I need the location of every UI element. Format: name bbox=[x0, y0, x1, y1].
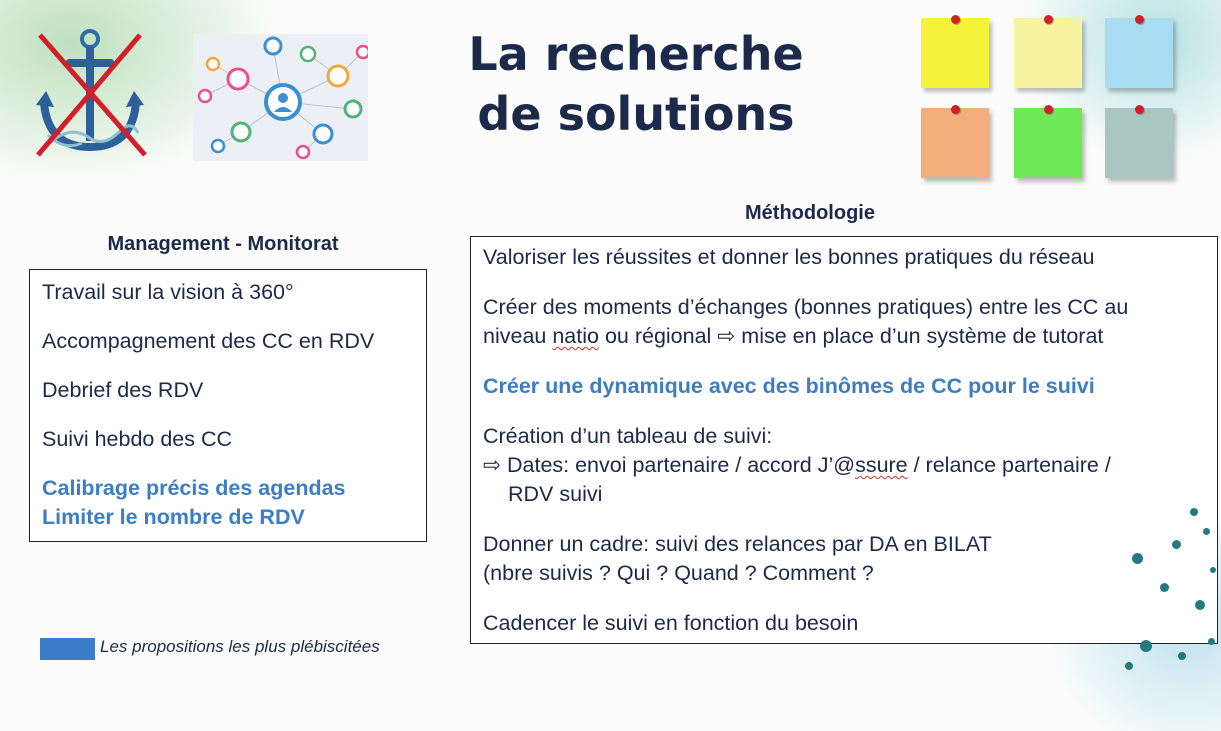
right-item-4-line-2: ⇨ Dates: envoi partenaire / accord J’@ssure / relance partenaire / bbox=[483, 453, 1111, 477]
sticky-note-blue bbox=[1105, 18, 1173, 88]
pin-icon bbox=[1135, 105, 1144, 114]
management-box bbox=[29, 269, 427, 542]
sticky-note-yellow bbox=[921, 18, 989, 88]
left-heading: Management - Monitorat bbox=[107, 233, 339, 255]
sticky-note-pale-yellow bbox=[1014, 18, 1082, 88]
pin-icon bbox=[951, 15, 960, 24]
sticky-notes-image bbox=[915, 10, 1185, 185]
decorative-dot bbox=[1210, 567, 1216, 573]
sticky-note-grey bbox=[1105, 108, 1173, 178]
pin-icon bbox=[951, 105, 960, 114]
right-item-2-line-2: niveau natio ou régional ⇨ mise en place d’un système de tutorat bbox=[483, 324, 1104, 348]
legend-text: Les propositions les plus plébiscitées bbox=[100, 637, 380, 656]
right-heading: Méthodologie bbox=[745, 202, 875, 224]
sticky-note-orange bbox=[921, 108, 989, 178]
spellcheck-underlined-word: natio bbox=[552, 324, 599, 348]
decorative-dot bbox=[1195, 600, 1205, 610]
left-highlight-item: Calibrage précis des agendas bbox=[42, 476, 346, 500]
decorative-dot bbox=[1203, 528, 1210, 535]
right-item-6: Cadencer le suivi en fonction du besoin bbox=[483, 611, 859, 635]
decorative-dot bbox=[1132, 553, 1143, 564]
left-item: Suivi hebdo des CC bbox=[42, 427, 233, 451]
decorative-dot bbox=[1172, 540, 1181, 549]
title-line-1: La recherche bbox=[468, 27, 804, 81]
sticky-note-green bbox=[1014, 108, 1082, 178]
decorative-dot bbox=[1178, 652, 1186, 660]
title-line-2: de solutions bbox=[477, 87, 795, 141]
right-item-5-line-1: Donner un cadre: suivi des relances par DA en BILAT bbox=[483, 532, 992, 556]
page-title bbox=[440, 24, 832, 144]
right-highlight-item: Créer une dynamique avec des binômes de CC pour le suivi bbox=[483, 374, 1095, 398]
pin-icon bbox=[1135, 15, 1144, 24]
decorative-dot bbox=[1140, 640, 1152, 652]
right-item-4-line-1: Création d’un tableau de suivi: bbox=[483, 424, 773, 448]
decorative-dot bbox=[1160, 583, 1169, 592]
decorative-dot bbox=[1125, 662, 1133, 670]
left-item: Travail sur la vision à 360° bbox=[42, 280, 294, 304]
pin-icon bbox=[1044, 15, 1053, 24]
people-network-icon bbox=[193, 34, 368, 161]
pin-icon bbox=[1044, 105, 1053, 114]
right-item-4-line-3: RDV suivi bbox=[508, 482, 603, 506]
left-item: Debrief des RDV bbox=[42, 378, 204, 402]
spellcheck-underlined-word: ssure bbox=[855, 453, 908, 477]
decorative-dot bbox=[1208, 638, 1215, 645]
left-item: Accompagnement des CC en RDV bbox=[42, 329, 375, 353]
right-item-5-line-2: (nbre suivis ? Qui ? Quand ? Comment ? bbox=[483, 561, 874, 585]
right-item-1: Valoriser les réussites et donner les bonnes pratiques du réseau bbox=[483, 245, 1095, 269]
left-highlight-item: Limiter le nombre de RDV bbox=[42, 505, 305, 529]
legend-swatch bbox=[40, 638, 95, 660]
crossed-anchor-icon bbox=[30, 25, 150, 160]
methodologie-box bbox=[470, 236, 1218, 644]
right-item-2-line-1: Créer des moments d’échanges (bonnes pratiques) entre les CC au bbox=[483, 295, 1129, 319]
decorative-dot bbox=[1190, 508, 1198, 516]
